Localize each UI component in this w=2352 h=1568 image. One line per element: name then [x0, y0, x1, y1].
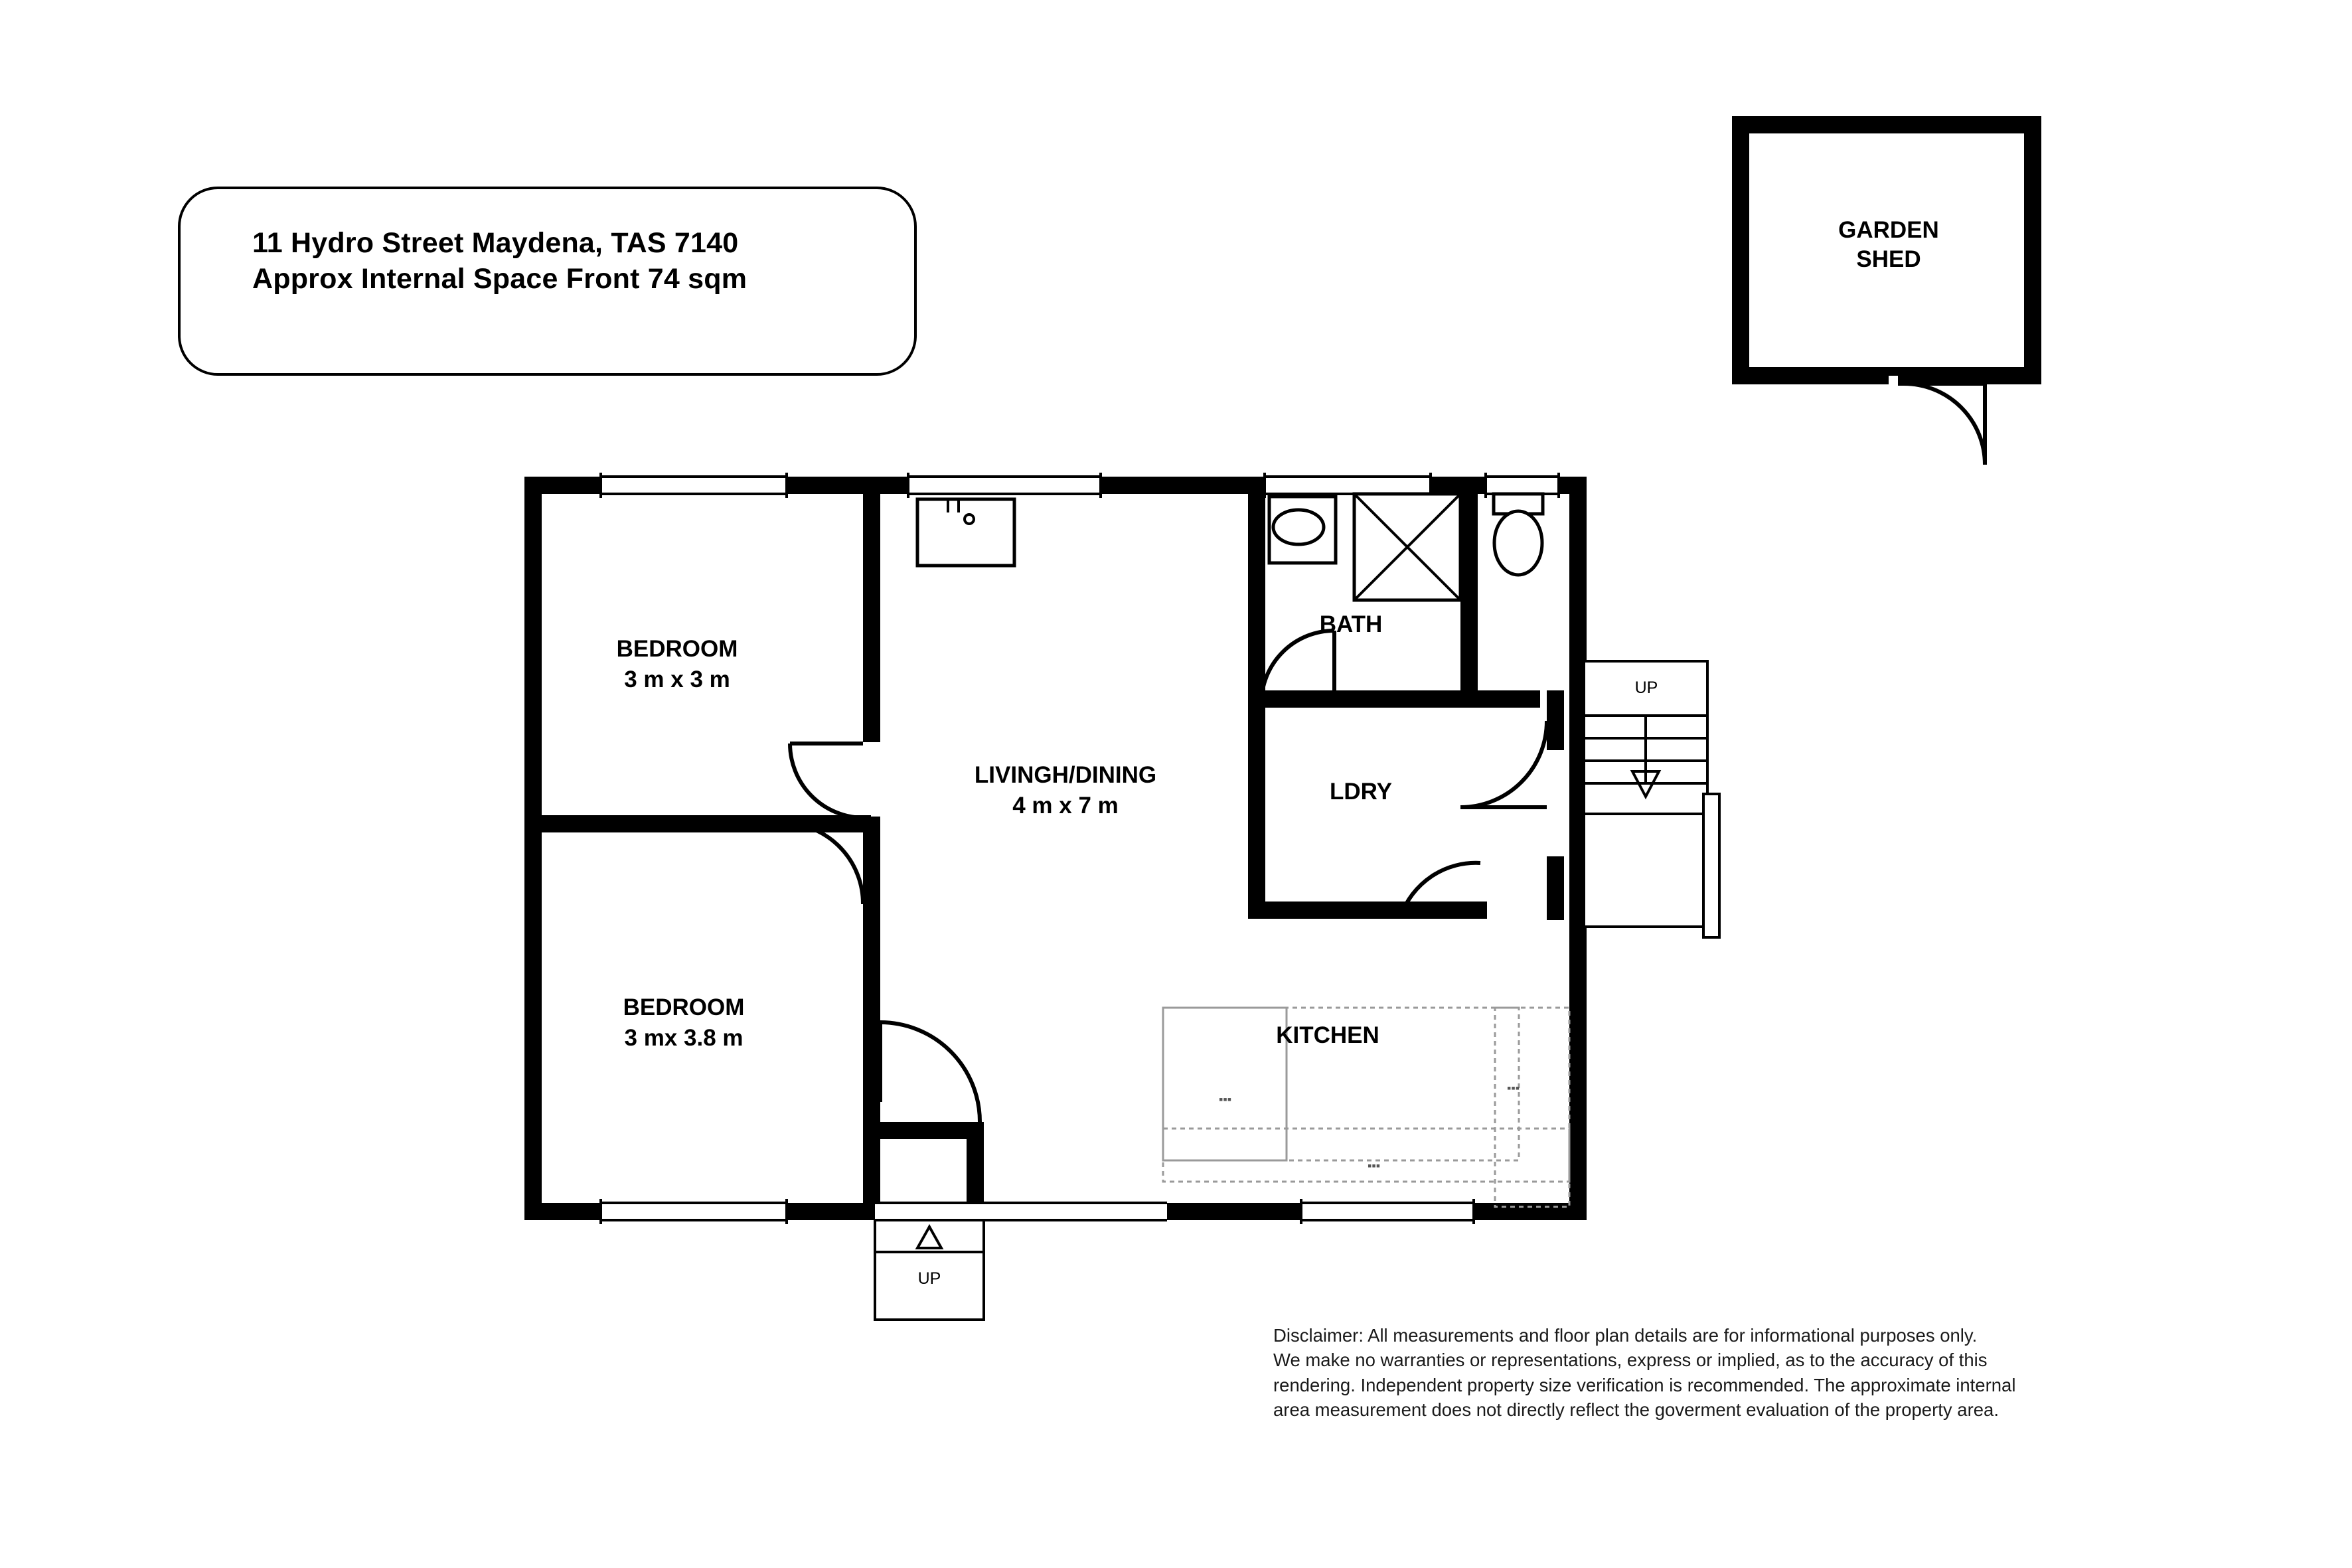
- room-label-bedroom-2: BEDROOM 3 mx 3.8 m: [623, 994, 745, 1051]
- svg-text:▪▪▪: ▪▪▪: [1219, 1093, 1232, 1106]
- room-label-bath: BATH: [1319, 611, 1383, 637]
- stair-up-label-bottom: UP: [917, 1269, 941, 1288]
- property-title: [252, 226, 916, 297]
- property-area: Approx Internal Space Front 74 sqm: [252, 262, 747, 295]
- room-label-living-dining: LIVINGH/DINING 4 m x 7 m: [974, 762, 1157, 819]
- room-label-bedroom-1: BEDROOM 3 m x 3 m: [616, 636, 738, 692]
- svg-text:▪▪▪: ▪▪▪: [1368, 1159, 1381, 1172]
- stairs-right: [1584, 661, 1719, 937]
- disclaimer-text: Disclaimer: All measurements and floor plan details are for informational purposes only. We make no warranties or representations, express or implied, as to the accuracy of this rendering. Independent property size verification is recommended. The approximate internal area measurement does not directly reflect the goverment evaluation of the property area.: [1273, 1325, 2016, 1421]
- stair-up-label-right: UP: [1634, 678, 1658, 697]
- svg-text:▪▪▪: ▪▪▪: [1507, 1081, 1520, 1095]
- bath-fixtures: [1269, 494, 1543, 600]
- room-label-laundry: LDRY: [1330, 779, 1392, 805]
- kitchen-sink-fixture: [917, 499, 1014, 566]
- property-address: 11 Hydro Street Maydena, TAS 7140: [252, 227, 739, 259]
- room-label-kitchen: KITCHEN: [1276, 1022, 1379, 1048]
- room-label-garden-shed: GARDEN SHED: [1838, 217, 1939, 272]
- garden-shed-outline: [1741, 125, 2033, 465]
